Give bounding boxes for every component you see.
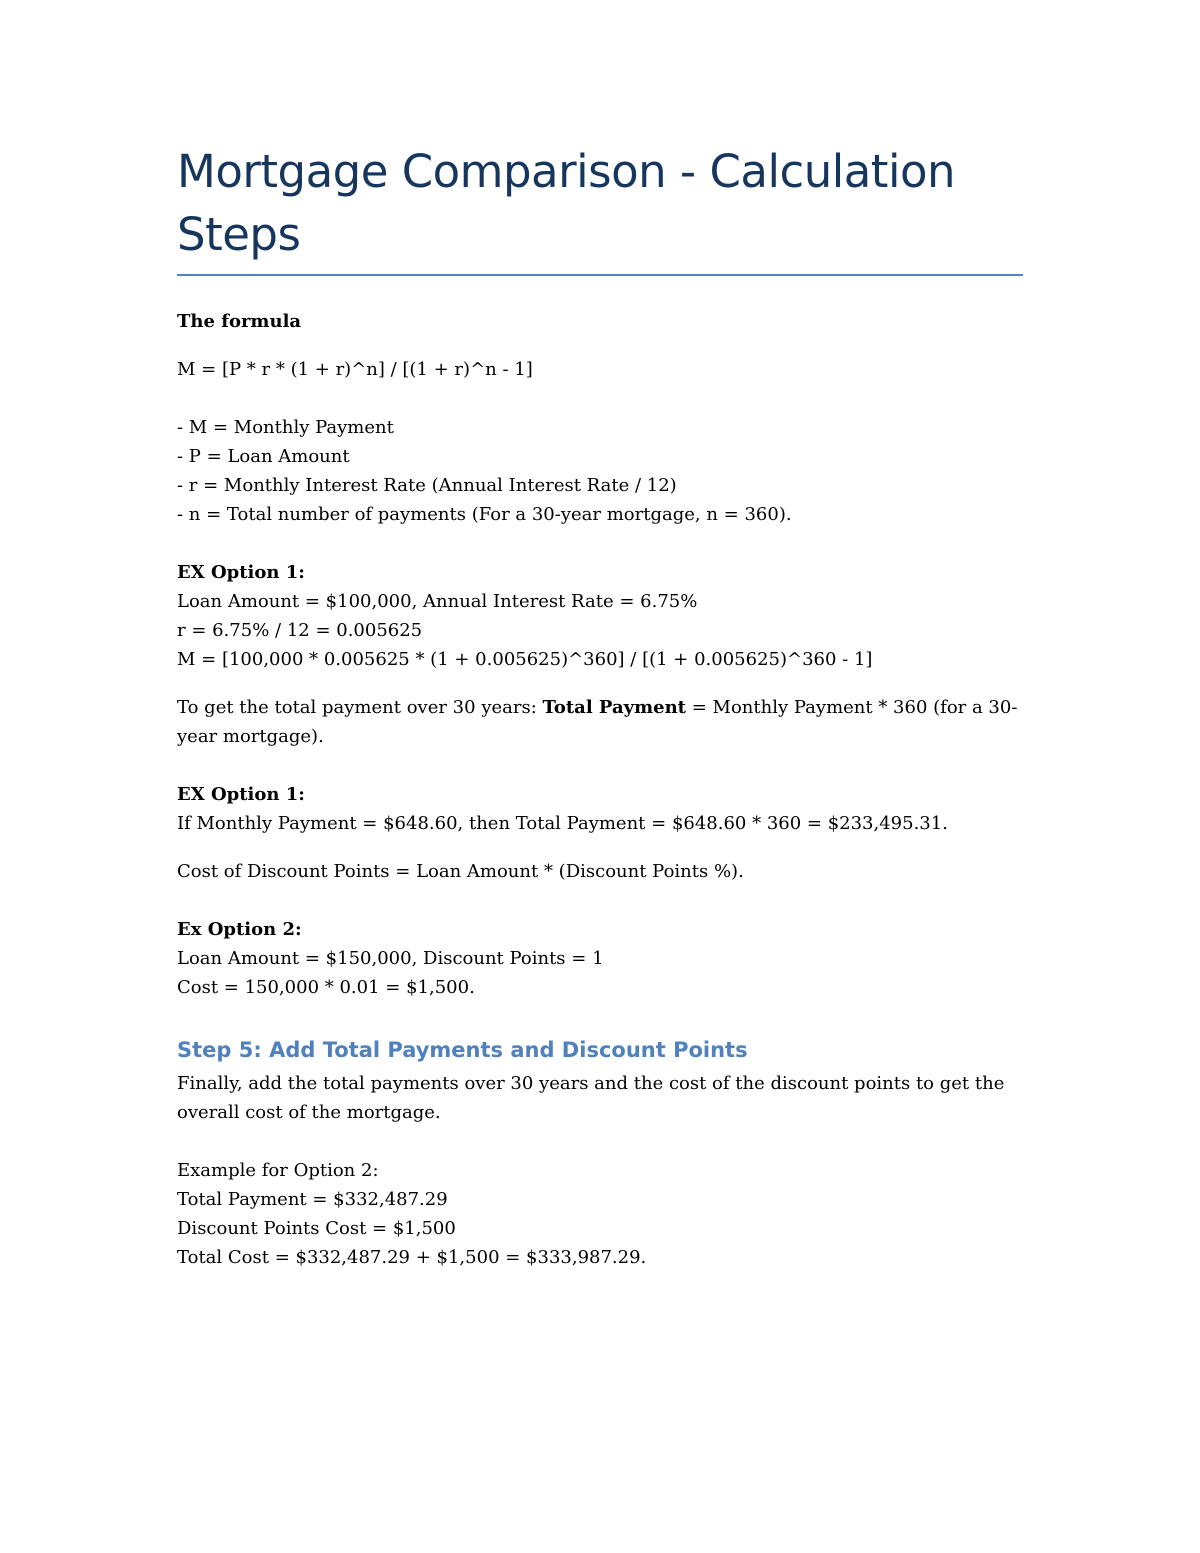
definition-item: - r = Monthly Interest Rate (Annual Interest Rate / 12)	[177, 475, 677, 496]
formula-heading: The formula	[177, 311, 302, 332]
example-line: Total Cost = $332,487.29 + $1,500 = $333,987.29.	[177, 1247, 647, 1268]
document-page	[177, 140, 1023, 1272]
example-label: Example for Option 2:	[177, 1160, 379, 1181]
step-5-example	[177, 1156, 1023, 1272]
example-heading: EX Option 1:	[177, 784, 305, 805]
discount-points-paragraph: Cost of Discount Points = Loan Amount * (Discount Points %).	[177, 861, 744, 882]
page-title: Mortgage Comparison - Calculation Steps	[177, 140, 1023, 276]
example-line: M = [100,000 * 0.005625 * (1 + 0.005625)^360] / [(1 + 0.005625)^360 - 1]	[177, 649, 873, 670]
step-5-intro: Finally, add the total payments over 30 years and the cost of the discount points to get the overall cost of the mortgage.	[177, 1073, 1005, 1123]
definition-item: - n = Total number of payments (For a 30-year mortgage, n = 360).	[177, 504, 792, 525]
definition-item: - M = Monthly Payment	[177, 417, 394, 438]
example-heading: Ex Option 2:	[177, 919, 302, 940]
example-line: Loan Amount = $100,000, Annual Interest Rate = 6.75%	[177, 591, 698, 612]
example-line: Total Payment = $332,487.29	[177, 1189, 448, 1210]
example-option-1	[177, 558, 1023, 674]
total-payment-paragraph	[177, 693, 1023, 751]
step-5-heading: Step 5: Add Total Payments and Discount Points	[177, 1038, 748, 1062]
example-option-1-total	[177, 780, 1023, 838]
document-body	[177, 276, 1023, 1272]
example-line: If Monthly Payment = $648.60, then Total Payment = $648.60 * 360 = $233,495.31.	[177, 813, 948, 834]
example-line: Loan Amount = $150,000, Discount Points = 1	[177, 948, 604, 969]
example-line: r = 6.75% / 12 = 0.005625	[177, 620, 423, 641]
total-payment-bold: Total Payment	[542, 697, 686, 718]
total-payment-text-before: To get the total payment over 30 years:	[177, 697, 543, 718]
formula-text: M = [P * r * (1 + r)^n] / [(1 + r)^n - 1]	[177, 359, 533, 380]
definition-item: - P = Loan Amount	[177, 446, 350, 467]
example-option-2	[177, 915, 1023, 1002]
example-line: Cost = 150,000 * 0.01 = $1,500.	[177, 977, 475, 998]
total-payment-text-after: = Monthly Payment * 360 (for a 30-year mortgage).	[177, 697, 1018, 747]
definitions-list	[177, 413, 1023, 529]
example-heading: EX Option 1:	[177, 562, 305, 583]
example-line: Discount Points Cost = $1,500	[177, 1218, 456, 1239]
